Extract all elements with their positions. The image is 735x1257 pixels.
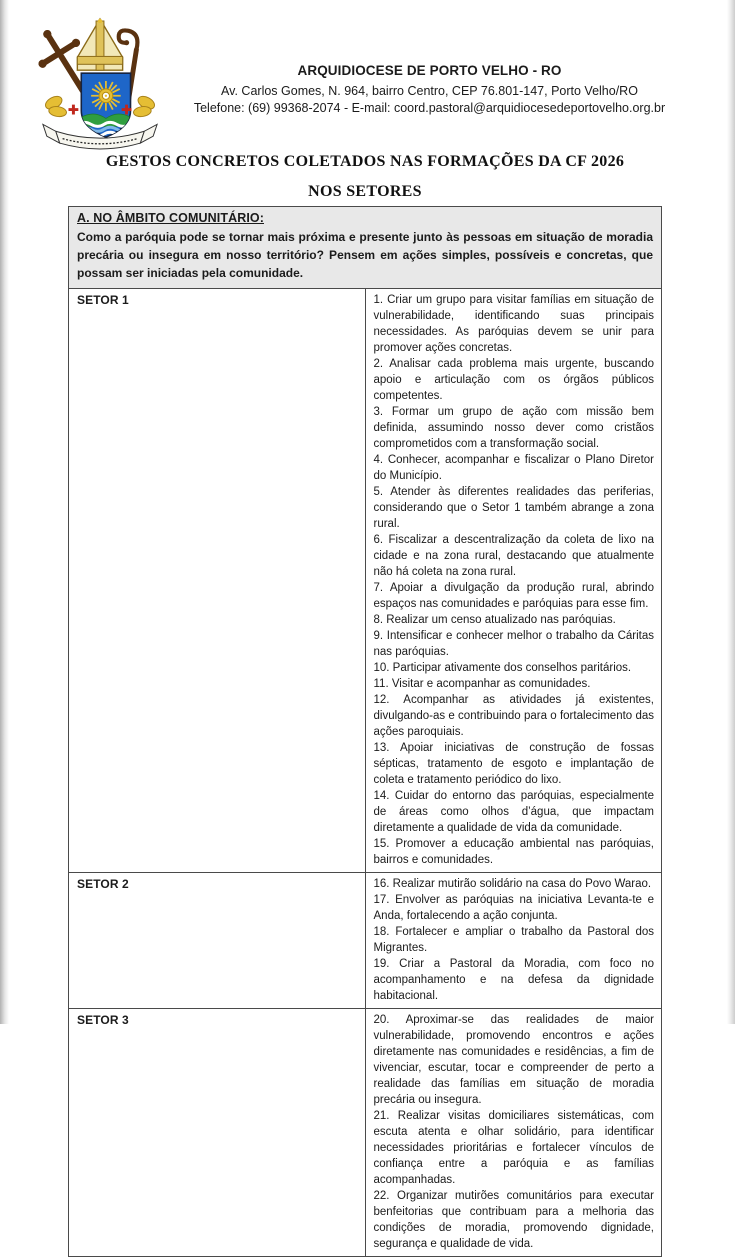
mitre-icon xyxy=(77,19,122,70)
sector-items-cell xyxy=(365,1009,662,1257)
scan-edge-left xyxy=(0,0,9,1024)
action-item: 16. Realizar mutirão solidário na casa do Povo Warao. xyxy=(373,878,652,890)
action-item: 8. Realizar um censo atualizado nas paróquias. xyxy=(373,614,616,626)
title-line-1: GESTOS CONCRETOS COLETADOS NAS FORMAÇÕES DA CF 2026 xyxy=(105,153,625,170)
section-heading: A. NO ÂMBITO COMUNITÁRIO: xyxy=(77,211,264,225)
letterhead xyxy=(36,12,695,154)
sector-label: SETOR 3 xyxy=(69,1009,366,1257)
action-item: 2. Analisar cada problema mais urgente, buscando apoio e articulação com os órgãos públicos competentes. xyxy=(373,358,654,402)
action-item: 13. Apoiar iniciativas de construção de fossas sépticas, tratamento de esgoto e implantação de coleta e tratamento periódico do lixo. xyxy=(373,742,654,786)
action-item: 12. Acompanhar as atividades já existentes, divulgando-as e contribuindo para o fortalecimento das ações paroquiais. xyxy=(373,694,654,738)
document-title xyxy=(68,153,662,201)
action-item: 10. Participar ativamente dos conselhos paritários. xyxy=(373,662,632,674)
action-item: 1. Criar um grupo para visitar famílias em situação de vulnerabilidade, identificando suas principais necessidades. As paróquias devem se unir para promover ações concretas. xyxy=(373,294,654,354)
sector-items-cell xyxy=(365,873,662,1009)
scan-edge-right xyxy=(727,0,735,1024)
action-item: 21. Realizar visitas domiciliares sistemáticas, com escuta atenta e olhar solidário, para identificar necessidades prioritárias e fortalecer vínculos de confiança entre a paróquia e as famílias acompanhadas. xyxy=(373,1110,654,1186)
letterhead-text xyxy=(164,62,695,117)
shield-icon xyxy=(78,73,132,137)
action-item: 5. Atender às diferentes realidades das periferias, considerando que o Setor 1 também abrange a zona rural. xyxy=(373,486,654,530)
action-item: 11. Visitar e acompanhar as comunidades. xyxy=(373,678,591,690)
org-contact: Telefone: (69) 99368-2074 - E-mail: coord.pastoral@arquidiocesedeportovelho.org.br xyxy=(193,101,666,115)
action-item: 18. Fortalecer e ampliar o trabalho da Pastoral dos Migrantes. xyxy=(373,926,654,954)
table-row xyxy=(69,289,662,873)
action-item: 7. Apoiar a divulgação da produção rural, abrindo espaços nas comunidades e paróquias para esse fim. xyxy=(373,582,654,610)
table-row xyxy=(69,873,662,1009)
section-question: Como a paróquia pode se tornar mais próxima e presente junto às pessoas em situação de moradia precária ou insegura em nosso território? Pensem em ações simples, possíveis e concretas, que possam ser iniciadas pela comunidade. xyxy=(77,230,653,280)
action-item: 17. Envolver as paróquias na iniciativa Levanta-te e Anda, fortalecendo a ação conjunta. xyxy=(373,894,654,922)
section-header-cell xyxy=(69,207,662,289)
action-item: 14. Cuidar do entorno das paróquias, especialmente de áreas como olhos d’água, que impactam diretamente a qualidade de vida da comunidade. xyxy=(373,790,654,834)
action-item: 6. Fiscalizar a descentralização da coleta de lixo na cidade e na zona rural, destacando que atualmente não há coleta na zona rural. xyxy=(373,534,654,578)
action-item: 22. Organizar mutirões comunitários para executar benfeitorias que contribuam para a melhoria das condições de moradia, promovendo dignidade, segurança e qualidade de vida. xyxy=(373,1190,654,1250)
title-line-2: NOS SETORES xyxy=(308,183,422,200)
action-item: 3. Formar um grupo de ação com missão bem definida, assumindo nosso dever como cristãos comprometidos com a transformação social. xyxy=(373,406,654,450)
sector-label: SETOR 1 xyxy=(69,289,366,873)
action-item: 9. Intensificar e conhecer melhor o trabalho da Cáritas nas paróquias. xyxy=(373,630,654,658)
action-item: 19. Criar a Pastoral da Moradia, com foco no acompanhamento e na defesa da dignidade habitacional. xyxy=(373,958,654,1002)
org-name: ARQUIDIOCESE DE PORTO VELHO - RO xyxy=(297,63,562,78)
action-item: 15. Promover a educação ambiental nas paróquias, bairros e comunidades. xyxy=(373,838,654,866)
section-header-row xyxy=(69,207,662,289)
org-address: Av. Carlos Gomes, N. 964, bairro Centro, CEP 76.801-147, Porto Velho/RO xyxy=(221,84,638,98)
action-item: 4. Conhecer, acompanhar e fiscalizar o Plano Diretor do Município. xyxy=(373,454,654,482)
sectors-table xyxy=(68,206,662,1257)
archdiocese-coat-of-arms-icon xyxy=(36,14,164,152)
sector-items-cell xyxy=(365,289,662,873)
left-tassel-icon xyxy=(43,94,78,118)
action-item: 20. Aproximar-se das realidades de maior vulnerabilidade, promovendo encontros e ações diretamente nas comunidades e residências, a fim de vivenciar, escutar, tocar e compreender de perto a realidade das famílias em situação de moradia precária ou insegura. xyxy=(373,1014,654,1106)
table-row xyxy=(69,1009,662,1257)
sector-label: SETOR 2 xyxy=(69,873,366,1009)
